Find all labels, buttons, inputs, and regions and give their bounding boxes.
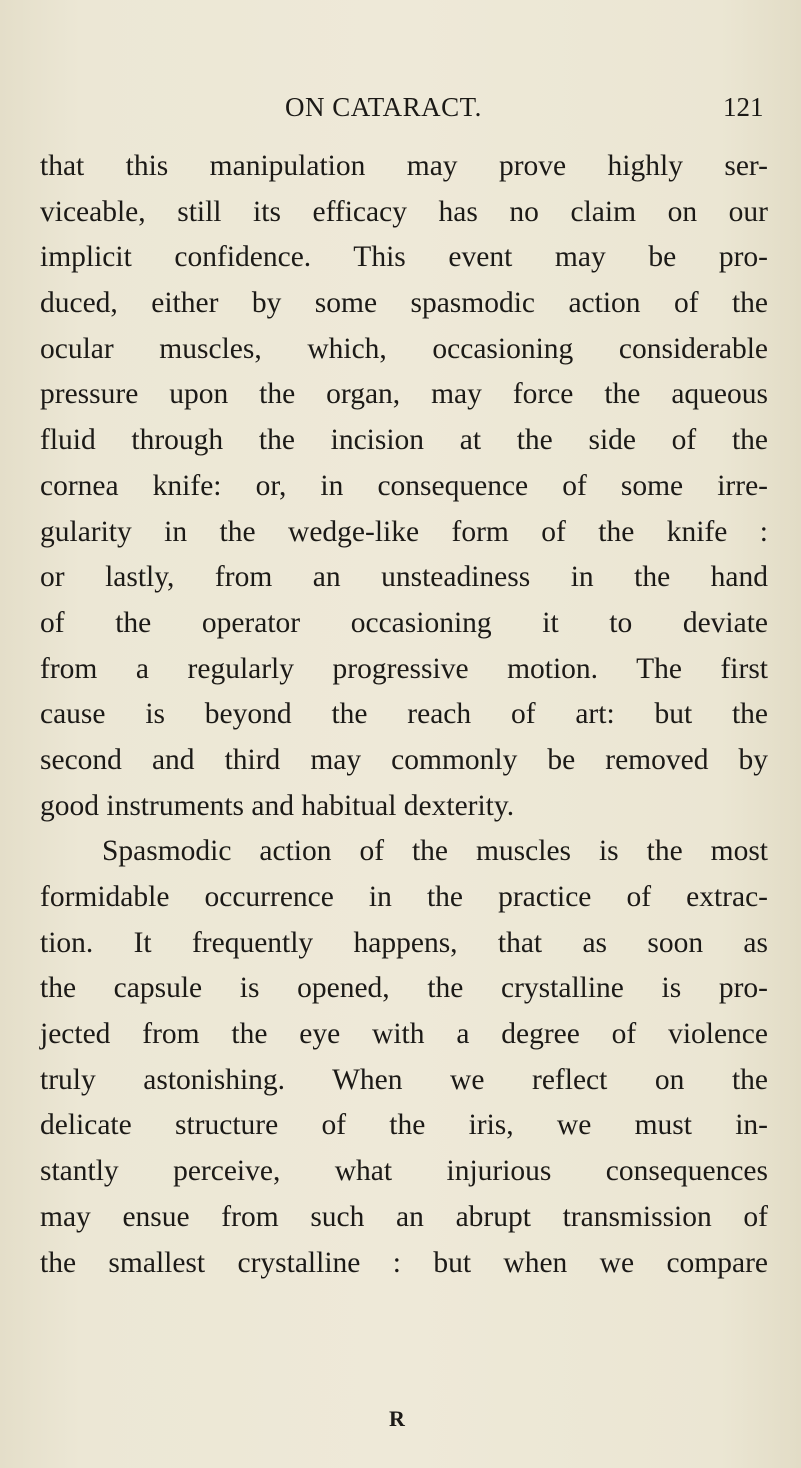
page-header (0, 92, 801, 132)
text-line: viceable, still its efficacy has no claim on our (40, 195, 768, 228)
text-line: tion. It frequently happens, that as soon as (40, 926, 768, 959)
text-line: gularity in the wedge-like form of the knife : (40, 515, 768, 548)
page-number: 121 (723, 92, 764, 122)
text-line: that this manipulation may prove highly ser- (40, 150, 768, 182)
text-line: pressure upon the organ, may force the aqueous (40, 378, 768, 411)
text-line: implicit confidence. This event may be pro- (40, 241, 768, 274)
text-line: delicate structure of the iris, we must in- (40, 1109, 768, 1142)
text-line: the capsule is opened, the crystalline is pro- (40, 972, 768, 1005)
text-line: cause is beyond the reach of art: but the (40, 698, 768, 731)
text-line: may ensue from such an abrupt transmission of (40, 1200, 768, 1233)
text-line: cornea knife: or, in consequence of some irre- (40, 469, 768, 502)
signature-mark: R (389, 1406, 405, 1431)
paragraph-start-line: Spasmodic action of the muscles is the most (102, 835, 768, 868)
text-line: jected from the eye with a degree of violence (40, 1018, 768, 1051)
text-line: the smallest crystalline : but when we compare (40, 1246, 768, 1279)
text-line: from a regularly progressive motion. The first (40, 652, 768, 685)
text-line: of the operator occasioning it to deviate (40, 606, 768, 639)
text-line: formidable occurrence in the practice of extrac- (40, 881, 768, 913)
running-head: ON CATARACT. (285, 92, 482, 122)
text-line: truly astonishing. When we reflect on the (40, 1063, 768, 1096)
text-line: duced, either by some spasmodic action of the (40, 287, 768, 320)
text-line: ocular muscles, which, occasioning considerable (40, 332, 768, 365)
text-line: or lastly, from an unsteadiness in the hand (40, 561, 768, 594)
text-line: second and third may commonly be removed by (40, 743, 768, 776)
text-line: fluid through the incision at the side of the (40, 424, 768, 457)
paragraph-end-line: good instruments and habitual dexterity. (40, 789, 515, 822)
text-line: stantly perceive, what injurious consequences (40, 1155, 768, 1188)
body-text (40, 144, 768, 1286)
